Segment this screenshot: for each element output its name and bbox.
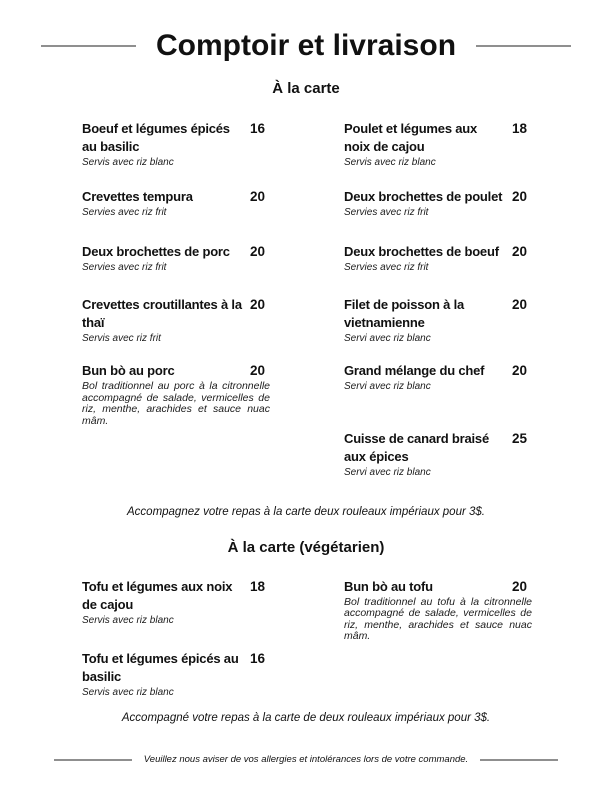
menu-item [82, 578, 270, 650]
item-name: Crevettes croutillantes à la thaï [82, 297, 242, 330]
menu-item [344, 578, 532, 650]
item-price: 20 [250, 189, 266, 204]
section-heading-a-la-carte: À la carte [272, 80, 340, 97]
title-rule-right [476, 45, 571, 47]
item-price: 18 [512, 121, 528, 136]
menu-item [82, 188, 270, 243]
empty-cell [344, 650, 532, 699]
item-description: Servis avec riz blanc [344, 157, 436, 168]
page-header [0, 0, 612, 62]
item-description: Servi avec riz blanc [344, 333, 431, 344]
menu-row [82, 578, 532, 650]
menu-row [82, 430, 532, 479]
menu-item [82, 296, 270, 362]
item-description: Bol traditionnel au tofu à la citronnelle accompagné de salade, vermicelles de riz, menthe, arachides et sauce nuac mâm. [344, 595, 532, 642]
item-name: Tofu et légumes aux noix de cajou [82, 578, 233, 612]
item-name: Bun bò au porc [82, 363, 175, 378]
menu-item [82, 120, 270, 188]
menu-item [344, 243, 532, 296]
item-price: 20 [512, 297, 528, 312]
item-name: Bun bò au tofu [344, 578, 433, 594]
menu-section-vegetarien [82, 578, 532, 699]
title-rule-left [41, 45, 136, 47]
page-footer [0, 754, 612, 765]
item-name: Filet de poisson à la vietnamienne [344, 297, 465, 330]
item-price: 18 [250, 578, 266, 594]
item-price: 20 [512, 363, 528, 378]
menu-item [344, 362, 532, 430]
item-price: 16 [250, 121, 266, 136]
item-price: 20 [250, 244, 266, 259]
item-price: 20 [512, 244, 528, 259]
menu-row [82, 296, 532, 362]
menu-row [82, 243, 532, 296]
item-description: Servis avec riz blanc [82, 614, 174, 626]
page-title: Comptoir et livraison [155, 29, 457, 62]
item-description: Servies avec riz frit [344, 207, 429, 218]
item-name: Tofu et légumes épicés au basilic [82, 650, 239, 684]
menu-section-a-la-carte [82, 120, 532, 479]
item-name: Deux brochettes de poulet [344, 189, 503, 204]
section-note: Accompagné votre repas à la carte de deux rouleaux impériaux pour 3$. [121, 712, 491, 724]
item-description: Servies avec riz frit [82, 207, 167, 218]
item-name: Crevettes tempura [82, 189, 193, 204]
item-name: Poulet et légumes aux noix de cajou [344, 121, 478, 154]
item-name: Cuisse de canard braisé aux épices [344, 431, 489, 464]
item-price: 20 [512, 578, 528, 594]
menu-row [82, 188, 532, 243]
allergy-notice: Veuillez nous aviser de vos allergies et intolérances lors de votre commande. [143, 754, 469, 765]
item-name: Deux brochettes de porc [82, 244, 230, 259]
item-description: Servis avec riz frit [82, 333, 161, 344]
menu-item [82, 243, 270, 296]
menu-row [82, 120, 532, 188]
item-name: Boeuf et légumes épicés au basilic [82, 121, 230, 154]
item-description: Servi avec riz blanc [344, 381, 431, 392]
item-price: 20 [512, 189, 528, 204]
item-description: Bol traditionnel au porc à la citronnelle accompagné de salade, vermicelles de riz, menthe, arachides et sauce nuac mâm. [82, 380, 270, 427]
item-name: Deux brochettes de boeuf [344, 244, 499, 259]
footer-rule-right [480, 759, 558, 761]
menu-item [82, 650, 270, 699]
menu-row [82, 362, 532, 430]
item-description: Servies avec riz frit [82, 262, 167, 273]
menu-item [344, 120, 532, 188]
section-heading-vegetarien: À la carte (végétarien) [227, 538, 385, 556]
section-note: Accompagnez votre repas à la carte deux rouleaux impériaux pour 3$. [127, 505, 485, 518]
menu-item [82, 362, 270, 430]
menu-item [344, 188, 532, 243]
menu-item [344, 296, 532, 362]
item-name: Grand mélange du chef [344, 363, 485, 378]
item-description: Servies avec riz frit [344, 262, 429, 273]
empty-cell [82, 430, 270, 479]
menu-row [82, 650, 532, 699]
item-price: 20 [250, 363, 266, 378]
item-description: Servi avec riz blanc [344, 467, 431, 478]
item-description: Servis avec riz blanc [82, 157, 174, 168]
footer-rule-left [54, 759, 132, 761]
item-description: Servis avec riz blanc [82, 686, 174, 698]
item-price: 16 [250, 650, 266, 666]
menu-item [344, 430, 532, 479]
item-price: 25 [512, 431, 528, 446]
item-price: 20 [250, 297, 266, 312]
